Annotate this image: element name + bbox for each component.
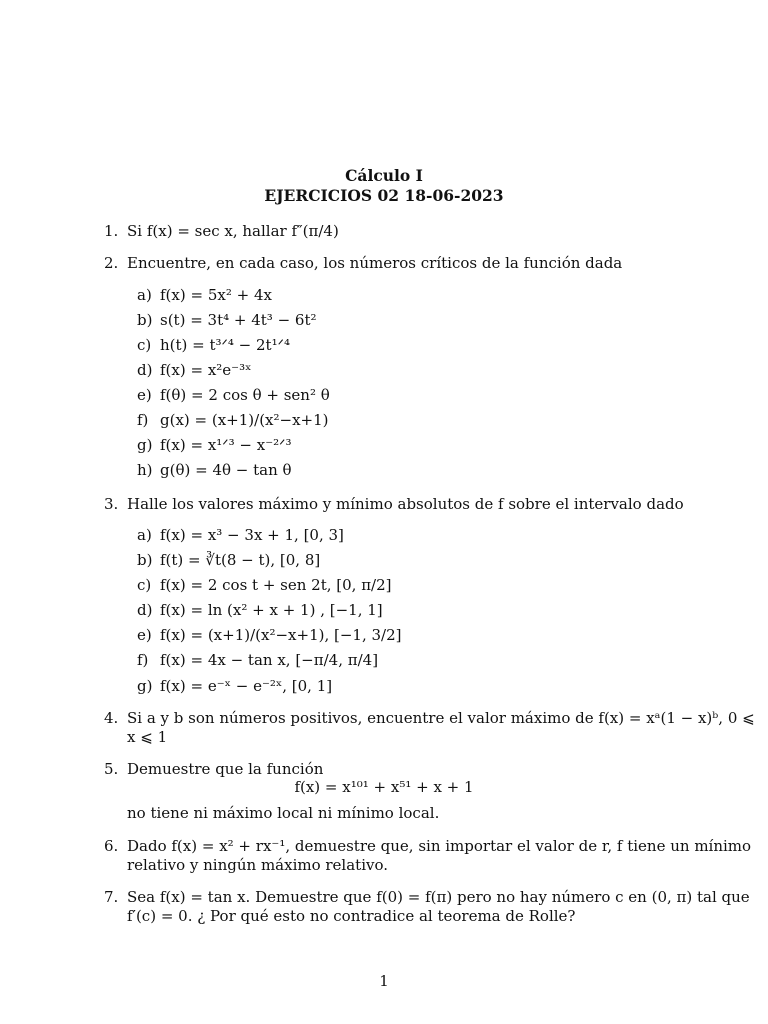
item-expression: f(x) = 2 cos t + sen 2t, [0, π/2] — [160, 576, 392, 594]
item-label: a) — [137, 526, 152, 544]
exercise-text: Encuentre, en cada caso, los números críticos de la función dada — [127, 254, 623, 272]
exercise-text: Demuestre que la función — [127, 760, 324, 778]
page-subtitle: EJERCICIOS 02 18-06-2023 — [264, 186, 504, 205]
exercise-number: 7. — [104, 888, 119, 906]
item-expression: f(x) = ln (x² + x + 1) , [−1, 1] — [160, 601, 383, 619]
exercise-number: 2. — [104, 254, 119, 272]
item-label: c) — [137, 336, 152, 354]
item-label: g) — [137, 677, 153, 695]
exercise-text: Si f(x) = sec x, hallar f″(π/4) — [127, 222, 339, 240]
exercise-text: Sea f(x) = tan x. Demuestre que f(0) = f(π) pero no hay número c en (0, π) tal que — [127, 888, 750, 906]
item-expression: g(x) = (x+1)/(x²−x+1) — [160, 411, 329, 429]
item-expression: f(x) = 4x − tan x, [−π/4, π/4] — [160, 651, 379, 669]
item-label: b) — [137, 311, 153, 329]
item-expression: h(t) = t³ᐟ⁴ − 2t¹ᐟ⁴ — [160, 336, 290, 354]
item-expression: f(t) = ∛t(8 − t), [0, 8] — [160, 551, 321, 569]
exercise-text-continued: x ⩽ 1 — [127, 728, 168, 746]
item-expression: g(θ) = 4θ − tan θ — [160, 461, 292, 479]
item-label: b) — [137, 551, 153, 569]
item-label: d) — [137, 361, 153, 379]
item-expression: f(x) = x¹ᐟ³ − x⁻²ᐟ³ — [160, 436, 292, 454]
item-label: e) — [137, 626, 152, 644]
item-expression: s(t) = 3t⁴ + 4t³ − 6t² — [160, 311, 317, 329]
item-label: f) — [137, 651, 149, 669]
item-expression: f(x) = 5x² + 4x — [160, 286, 272, 304]
item-label: c) — [137, 576, 152, 594]
exercise-text-continued: no tiene ni máximo local ni mínimo local. — [127, 804, 440, 822]
item-label: f) — [137, 411, 149, 429]
display-formula: f(x) = x¹⁰¹ + x⁵¹ + x + 1 — [294, 778, 474, 796]
item-expression: f(x) = x³ − 3x + 1, [0, 3] — [160, 526, 344, 544]
item-expression: f(x) = x²e⁻³ˣ — [160, 361, 252, 379]
exercise-number: 6. — [104, 837, 119, 855]
exercise-text: Si a y b son números positivos, encuentre el valor máximo de f(x) = xᵃ(1 − x)ᵇ, 0 ⩽ — [127, 709, 755, 727]
exercise-number: 3. — [104, 495, 119, 513]
item-expression: f(θ) = 2 cos θ + sen² θ — [160, 386, 330, 404]
page-title: Cálculo I — [345, 166, 423, 185]
exercise-number: 5. — [104, 760, 119, 778]
exercise-text: Dado f(x) = x² + rx⁻¹, demuestre que, sin importar el valor de r, f tiene un mínimo — [127, 837, 752, 855]
exercise-text: Halle los valores máximo y mínimo absolutos de f sobre el intervalo dado — [127, 495, 684, 513]
exercise-text-continued: f′(c) = 0. ¿ Por qué esto no contradice al teorema de Rolle? — [127, 907, 576, 925]
item-label: a) — [137, 286, 152, 304]
item-label: h) — [137, 461, 153, 479]
exercise-number: 4. — [104, 709, 119, 727]
item-label: d) — [137, 601, 153, 619]
item-label: g) — [137, 436, 153, 454]
item-expression: f(x) = e⁻ˣ − e⁻²ˣ, [0, 1] — [160, 677, 333, 695]
exercise-number: 1. — [104, 222, 119, 240]
item-label: e) — [137, 386, 152, 404]
item-expression: f(x) = (x+1)/(x²−x+1), [−1, 3/2] — [160, 626, 402, 644]
page-number: 1 — [379, 972, 389, 990]
exercise-text-continued: relativo y ningún máximo relativo. — [127, 856, 389, 874]
